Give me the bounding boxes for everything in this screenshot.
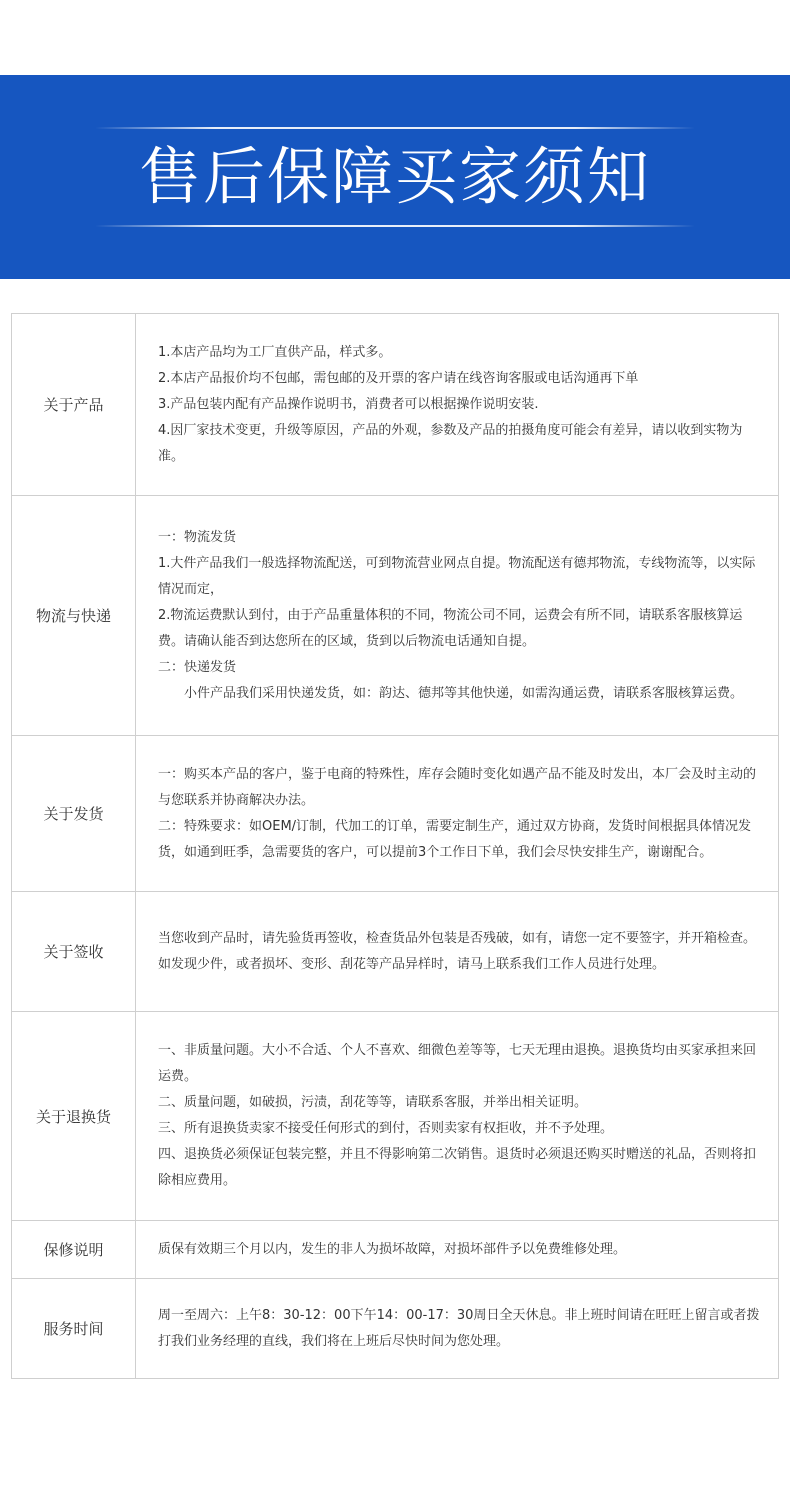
row-label: 关于退换货: [12, 1012, 136, 1221]
page-title: 售后保障买家须知: [138, 140, 651, 213]
row-content: [136, 892, 779, 1012]
row-content: [136, 314, 779, 496]
row-label: 保修说明: [12, 1221, 136, 1279]
row-service-hours: [12, 1279, 779, 1379]
row-content: [136, 1221, 779, 1279]
row-content: [136, 736, 779, 892]
content-line: 四、退换货必须保证包装完整，并且不得影响第二次销售。退货时必须退还购买时赠送的礼品，否则将扣除相应费用。: [158, 1147, 757, 1188]
content-line: 3.产品包装内配有产品操作说明书，消费者可以根据操作说明安装.: [158, 396, 539, 412]
row-returns: [12, 1012, 779, 1221]
content-line: 4.因厂家技术变更，升级等原因，产品的外观，参数及产品的拍摄角度可能会有差异，请以收到实物为准。: [158, 422, 743, 464]
content-line: 周一至周六：上午8：30-12：00下午14：00-17：30周日全天休息。非上班时间请在旺旺上留言或者拨打我们业务经理的直线，我们将在上班后尽快时间为您处理。: [158, 1307, 760, 1349]
content-line: 质保有效期三个月以内，发生的非人为损坏故障，对损坏部件予以免费维修处理。: [158, 1241, 627, 1257]
content-line: 1.大件产品我们一般选择物流配送，可到物流营业网点自提。物流配送有德邦物流，专线物流等，以实际情况而定，: [158, 555, 756, 597]
row-shipping: [12, 736, 779, 892]
row-content: [136, 1279, 779, 1379]
banner-bottom-line: [95, 225, 695, 227]
content-line: 二：快递发货: [158, 659, 237, 675]
row-label: 关于产品: [12, 314, 136, 496]
content-line: 一、非质量问题。大小不合适、个人不喜欢、细微色差等等，七天无理由退换。退换货均由买家承担来回运费。: [158, 1043, 757, 1084]
banner-top-line: [95, 127, 695, 129]
row-label: 服务时间: [12, 1279, 136, 1379]
content-line: 2.本店产品报价均不包邮，需包邮的及开票的客户请在线咨询客服或电话沟通再下单: [158, 370, 639, 386]
row-label: 关于签收: [12, 892, 136, 1012]
content-line: 一：物流发货: [158, 529, 237, 545]
row-content: [136, 1012, 779, 1221]
row-content: [136, 496, 779, 736]
notice-table: [11, 313, 779, 1379]
content-line: 一：购买本产品的客户，鉴于电商的特殊性，库存会随时变化如遇产品不能及时发出，本厂会及时主动的与您联系并协商解决办法。: [158, 766, 757, 808]
content-line: 如发现少件，或者损坏、变形、刮花等产品异样时，请马上联系我们工作人员进行处理。: [158, 956, 666, 972]
content-line: 当您收到产品时，请先验货再签收，检查货品外包装是否残破，如有，请您一定不要签字，并开箱检查。: [158, 930, 757, 946]
header-banner: [0, 75, 790, 279]
row-label: 关于发货: [12, 736, 136, 892]
content-line: 二：特殊要求：如OEM/订制，代加工的订单，需要定制生产，通过双方协商，发货时间根据具体情况发货，如通到旺季，急需要货的客户，可以提前3个工作日下单，我们会尽快安排生产，谢谢配合。: [158, 818, 752, 860]
content-line: 2.物流运费默认到付，由于产品重量体积的不同，物流公司不同，运费会有所不同，请联系客服核算运费。请确认能否到达您所在的区域，货到以后物流电话通知自提。: [158, 607, 743, 649]
row-warranty: [12, 1221, 779, 1279]
content-line: 小件产品我们采用快递发货，如：韵达、德邦等其他快递，如需沟通运费，请联系客服核算运费。: [184, 685, 744, 701]
row-receipt: [12, 892, 779, 1012]
row-label: 物流与快递: [12, 496, 136, 736]
content-line: 三、所有退换货卖家不接受任何形式的到付，否则卖家有权拒收，并不予处理。: [158, 1121, 614, 1136]
row-logistics: [12, 496, 779, 736]
content-line: 二、质量问题，如破损，污渍，刮花等等，请联系客服，并举出相关证明。: [158, 1095, 588, 1110]
row-product: [12, 314, 779, 496]
content-line: 1.本店产品均为工厂直供产品，样式多。: [158, 344, 392, 360]
